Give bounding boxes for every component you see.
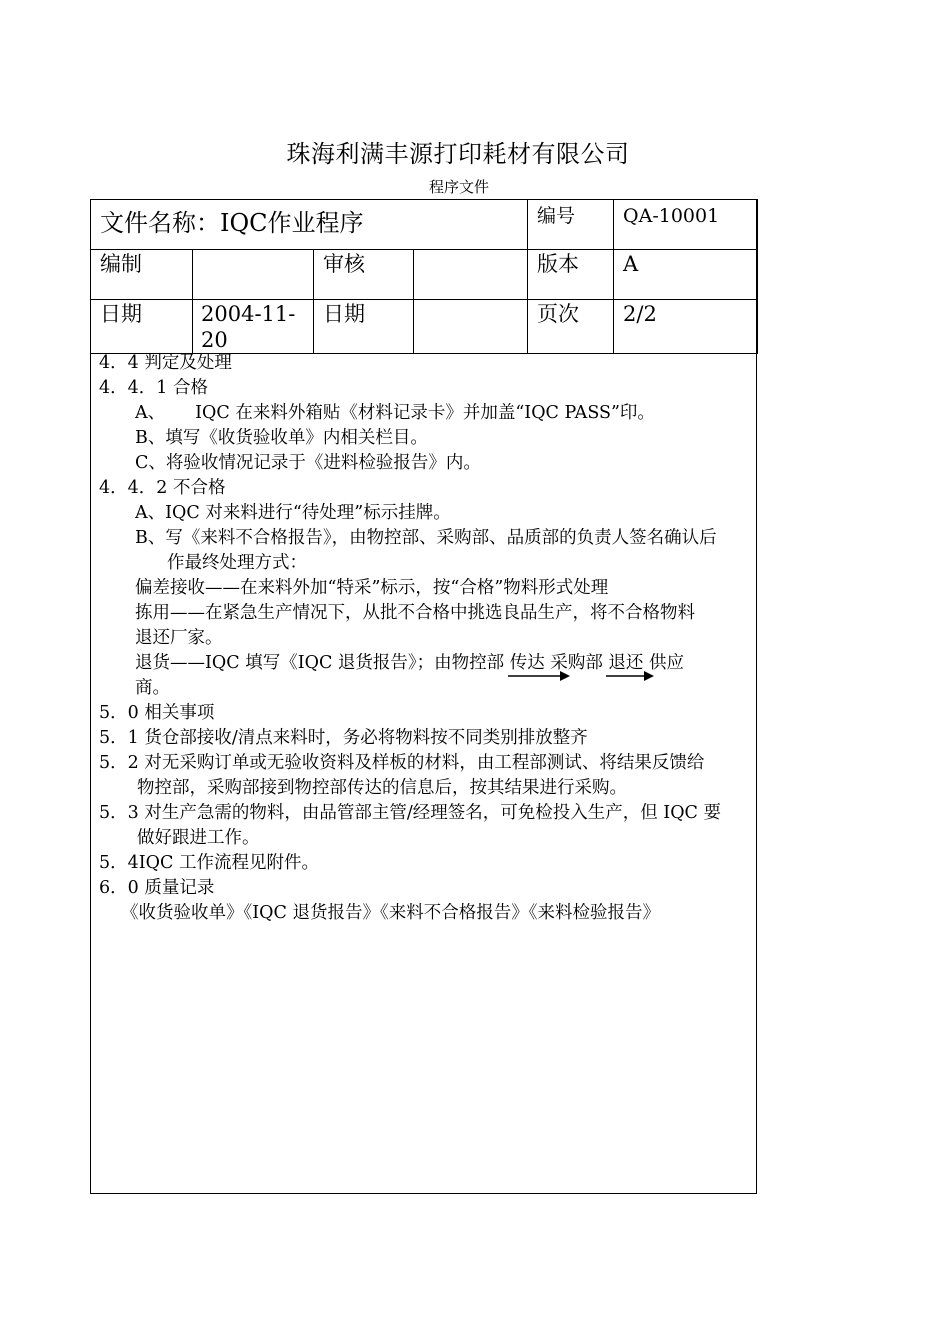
flow-label: 传达: [509, 653, 545, 673]
section-heading: 4．4 判定及处理: [99, 353, 232, 373]
document-body: [99, 351, 749, 926]
header-row-title: [91, 200, 758, 250]
number-value: QA-10001: [614, 200, 758, 250]
disposition-sorting-continuation: 退还厂家。: [135, 628, 223, 648]
list-item: 5．3 对生产急需的物料，由品管部主管/经理签名，可免检投入生产，但 IQC 要: [99, 803, 721, 823]
page-label: 页次: [528, 300, 614, 354]
reviewer-value: [414, 250, 528, 300]
list-item-continuation: 作最终处理方式：: [167, 553, 307, 573]
date-value-1: 2004-11-20: [193, 300, 314, 354]
version-label: 版本: [528, 250, 614, 300]
disposition-sorting: 拣用——在紧急生产情况下，从批不合格中挑选良品生产，将不合格物料: [135, 603, 695, 623]
header-row-compile: [91, 250, 758, 300]
list-item: B、写《来料不合格报告》，由物控部、采购部、品质部的负责人签名确认后: [135, 528, 717, 548]
record-list: 《收货验收单》《IQC 退货报告》《来料不合格报告》《来料检验报告》: [121, 903, 660, 923]
list-item: 5．4IQC 工作流程见附件。: [99, 853, 319, 873]
page-value: 2/2: [614, 300, 758, 354]
section-heading: 6．0 质量记录: [99, 878, 215, 898]
flow-target: 采购部: [550, 653, 603, 673]
list-item: C、将验收情况记录于《进料检验报告》内。: [135, 453, 481, 473]
arrow-right-icon: [508, 670, 570, 682]
arrow-right-icon: [606, 670, 654, 682]
date-value-2: [414, 300, 528, 354]
date-label-2: 日期: [314, 300, 414, 354]
item-text: IQC 在来料外箱贴《材料记录卡》并加盖“IQC PASS”印。: [195, 403, 655, 423]
list-item: 5．1 货仓部接收/清点来料时，务必将物料按不同类别排放整齐: [99, 728, 588, 748]
company-name: 珠海利满丰源打印耗材有限公司: [286, 140, 630, 168]
header-table: [90, 199, 758, 354]
list-item: B、填写《收货验收单》内相关栏目。: [135, 428, 428, 448]
section-heading: 4．4．1 合格: [99, 378, 208, 398]
disposition-return-continuation: 商。: [135, 678, 170, 698]
reviewer-label: 审核: [314, 250, 414, 300]
flow-label: 退还: [608, 653, 644, 673]
flow-target: 供应: [649, 653, 684, 673]
flow-step: [608, 651, 643, 676]
list-item: 5．2 对无采购订单或无验收资料及样板的材料，由工程部测试、将结果反馈给: [99, 753, 705, 773]
section-heading: 4．4．2 不合格: [99, 478, 226, 498]
compiler-value: [193, 250, 314, 300]
list-item-continuation: 做好跟进工作。: [137, 828, 260, 848]
list-item-continuation: 物控部，采购部接到物控部传达的信息后，按其结果进行采购。: [137, 778, 627, 798]
item-marker: A、: [135, 403, 166, 423]
section-heading: 5．0 相关事项: [99, 703, 215, 723]
disposition-return: [99, 651, 749, 676]
flow-step: [510, 651, 545, 676]
document-title: 文件名称：IQC作业程序: [91, 200, 528, 250]
header-row-date: [91, 300, 758, 354]
number-label: 编号: [528, 200, 614, 250]
list-item: A、IQC 对来料进行“待处理”标示挂牌。: [135, 503, 451, 523]
disposition-concession: 偏差接收——在来料外加“特采”标示，按“合格”物料形式处理: [135, 578, 609, 598]
date-label-1: 日期: [91, 300, 193, 354]
document-type: 程序文件: [428, 178, 489, 196]
return-text: 退货——IQC 填写《IQC 退货报告》；由物控部: [135, 653, 505, 673]
compiler-label: 编制: [91, 250, 193, 300]
version-value: A: [614, 250, 758, 300]
list-item: [99, 401, 749, 426]
